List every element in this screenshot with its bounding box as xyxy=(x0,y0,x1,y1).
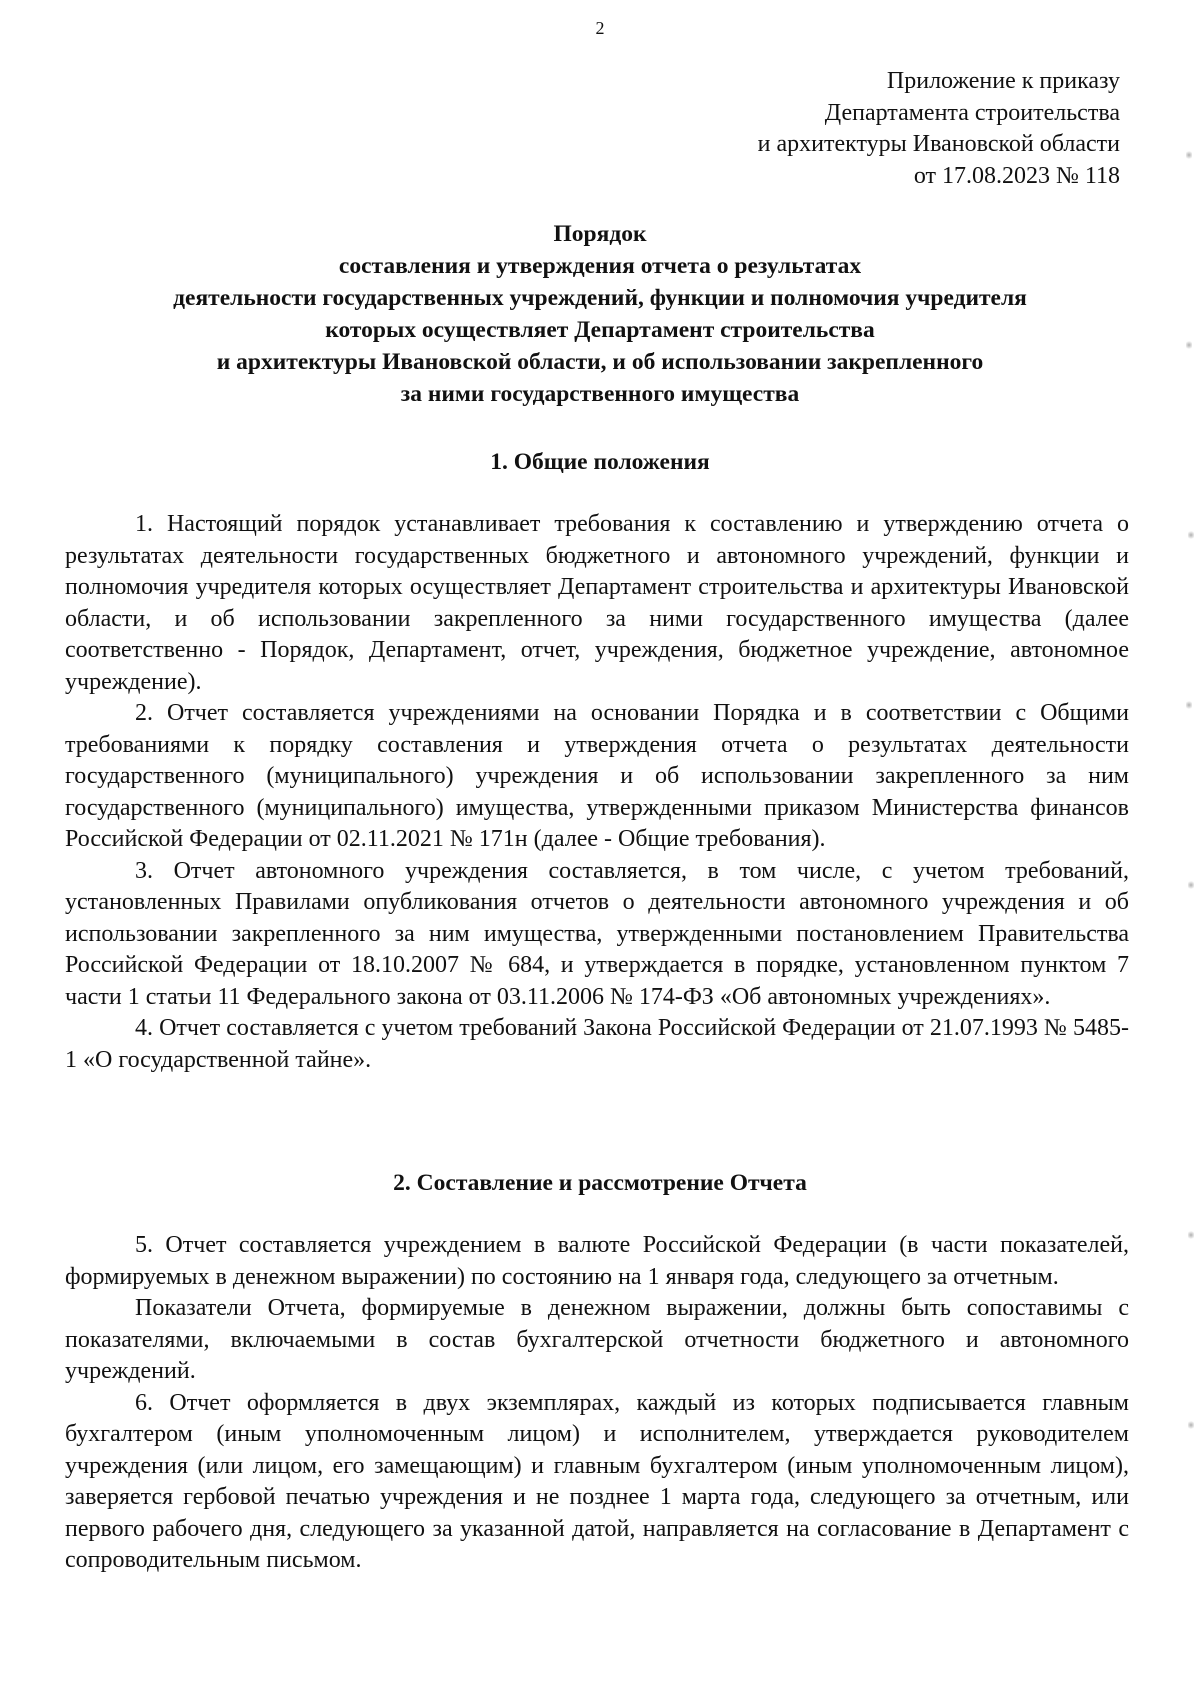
scan-speck xyxy=(1188,530,1194,540)
section-body-compilation xyxy=(65,1230,1129,1577)
section-heading-general: 1. Общие положения xyxy=(490,449,710,475)
paragraph: 6. Отчет оформляется в двух экземплярах, каждый из которых подписывается главным бухгалтером (иным уполномоченным лицом) и исполнителем, утверждается руководителем учреждения (или лицом, его замещающим) и главным бухгалтером (иным уполномоченным лицом), заверяется гербовой печатью учреждения и не позднее 1 марта года, следующего за отчетным, или первого рабочего дня, следующего за указанной датой, направляется на согласование в Департамент с сопроводительным письмом. xyxy=(65,1389,1129,1573)
section-body-general xyxy=(65,509,1129,1076)
title-line: которых осуществляет Департамент строительства xyxy=(325,317,875,343)
appendix-line: Департамента строительства xyxy=(824,99,1120,126)
page-number: 2 xyxy=(595,18,605,38)
paragraph: 5. Отчет составляется учреждением в валюте Российской Федерации (в части показателей, формируемых в денежном выражении) по состоянию на 1 января года, следующего за отчетным. xyxy=(65,1232,1129,1290)
document-title xyxy=(64,218,1136,410)
appendix-reference xyxy=(600,66,1120,192)
paragraph: 4. Отчет составляется с учетом требований Закона Российской Федерации от 21.07.1993 № 5485-1 «О государственной тайне». xyxy=(65,1015,1129,1073)
appendix-line: и архитектуры Ивановской области xyxy=(757,131,1120,157)
scan-speck xyxy=(1188,880,1194,890)
scan-speck xyxy=(1188,1420,1194,1430)
scan-speck xyxy=(1186,700,1192,710)
paragraph: 3. Отчет автономного учреждения составляется, в том числе, с учетом требований, установленных Правилами опубликования отчетов о деятельности автономного учреждения и об использовании закрепленного за ним имущества, утвержденными постановлением Правительства Российской Федерации от 18.10.2007 № 684, и утверждается в порядке, установленном пунктом 7 части 1 статьи 11 Федерального закона от 03.11.2006 № 174-ФЗ «Об автономных учреждениях». xyxy=(65,857,1129,1010)
paragraph: 1. Настоящий порядок устанавливает требования к составлению и утверждению отчета о результатах деятельности государственных бюджетного и автономного учреждений, функции и полномочия учредителя которых осуществляет Департамент строительства и архитектуры Ивановской области, и об использовании закрепленного за ними государственного имущества (далее соответственно - Порядок, Департамент, отчет, учреждения, бюджетное учреждение, автономное учреждение). xyxy=(65,511,1129,695)
paragraph: Показатели Отчета, формируемые в денежном выражении, должны быть сопоставимы с показателями, включаемыми в состав бухгалтерской отчетности бюджетного и автономного учреждений. xyxy=(65,1295,1129,1384)
appendix-line: Приложение к приказу xyxy=(886,68,1120,94)
scan-speck xyxy=(1186,340,1192,350)
title-line: составления и утверждения отчета о результатах xyxy=(338,253,862,279)
title-line: деятельности государственных учреждений, функции и полномочия учредителя xyxy=(173,285,1027,311)
scan-speck xyxy=(1188,1230,1194,1240)
section-heading-compilation: 2. Составление и рассмотрение Отчета xyxy=(393,1170,807,1196)
scan-speck xyxy=(1186,150,1192,160)
paragraph: 2. Отчет составляется учреждениями на основании Порядка и в соответствии с Общими требованиями к порядку составления и утверждения отчета о результатах деятельности государственного (муниципального) учреждения и об использовании закрепленного за ним государственного (муниципального) имущества, утвержденными приказом Министерства финансов Российской Федерации от 02.11.2021 № 171н (далее - Общие требования). xyxy=(65,700,1129,852)
title-line: и архитектуры Ивановской области, и об использовании закрепленного xyxy=(216,349,984,375)
appendix-date-number: от 17.08.2023 № 118 xyxy=(913,162,1120,189)
title-line: Порядок xyxy=(553,221,647,247)
title-line: за ними государственного имущества xyxy=(400,381,800,407)
